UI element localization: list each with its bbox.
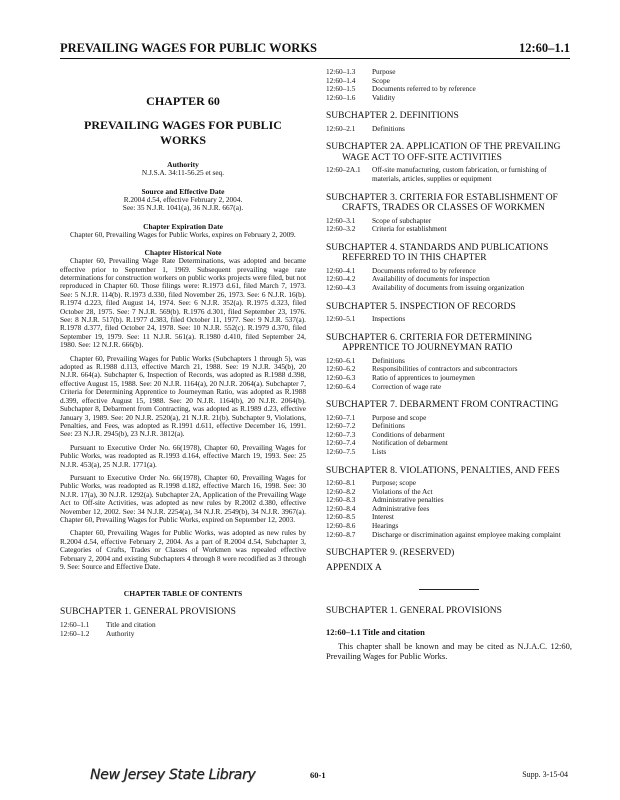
toc-item (326, 496, 572, 505)
authority-heading: Authority (167, 160, 199, 169)
toc-item-number: 12:60–8.7 (326, 529, 356, 539)
toc-item-title: Lists (372, 446, 387, 456)
toc-item-title: Correction of wage rate (372, 381, 442, 391)
history-paragraph: Pursuant to Executive Order No. 66(1978), Chapter 60, Prevailing Wages for Public Works, was readopted as R.1993 d.164, effective March 19, 1993. See: 25 N.J.R. 453(a), 25 N.J.R. 1771(a). (60, 442, 306, 469)
toc-item-title: Authority (106, 628, 135, 638)
subchapter-heading: SUBCHAPTER 1. GENERAL PROVISIONS (326, 606, 502, 617)
section-title: 12:60–1.1 Title and citation (326, 626, 425, 637)
authority-text: N.J.S.A. 34:11-56.25 et seq. (141, 168, 225, 177)
toc-item-number: 12:60–2.1 (326, 123, 356, 133)
toc-item-number: 12:60–3.1 (326, 215, 356, 225)
toc-item-title: Inspections (372, 314, 406, 324)
expiration-text: Chapter 60, Prevailing Wages for Public Works, expires on February 2, 2009. (70, 229, 296, 239)
toc-item-title: Definitions (372, 123, 405, 133)
toc-item-title: Criteria for establishment (372, 224, 447, 234)
toc-item-title: Hearings (372, 521, 399, 531)
library-stamp: New Jersey State Library (90, 767, 256, 783)
toc-item-title: Availability of documents for inspection (372, 274, 490, 284)
toc-item (326, 422, 572, 431)
toc-item-title: Interest (372, 512, 394, 522)
right-column (326, 68, 572, 661)
toc-item-number: 12:60–8.2 (326, 486, 356, 496)
appendix-entry: APPENDIX A (326, 562, 382, 573)
toc-item (60, 630, 306, 639)
toc-item (326, 488, 572, 497)
toc-item (326, 505, 572, 514)
toc-item (326, 431, 572, 440)
toc-item-title: Discharge or discrimination against employee making complaint (372, 529, 561, 539)
toc-item-title: Documents referred to by reference (372, 265, 476, 275)
toc-item-number: 12:60–2A.1 (326, 165, 361, 175)
supplement-date: Supp. 3-15-04 (522, 770, 568, 779)
toc-item-title: Purpose; scope (372, 478, 416, 488)
toc-item-number: 12:60–7.2 (326, 421, 356, 431)
toc-item-number: 12:60–1.1 (60, 619, 90, 629)
toc-item (60, 621, 306, 630)
toc-item-title: Scope (372, 75, 390, 85)
toc-item-number: 12:60–7.1 (326, 412, 356, 422)
toc-subchapter-heading: SUBCHAPTER 2A. APPLICATION OF THE PREVAILING WAGE ACT TO OFF-SITE ACTIVITIES (326, 142, 561, 163)
toc-item-number: 12:60–6.1 (326, 355, 356, 365)
toc-item (326, 166, 572, 183)
toc-item-number: 12:60–5.1 (326, 314, 356, 324)
toc-item-number: 12:60–8.1 (326, 478, 356, 488)
header-rule (60, 58, 570, 59)
page-footer (90, 767, 590, 792)
toc-item (326, 479, 572, 488)
toc-item-number: 12:60–8.6 (326, 521, 356, 531)
expiration-heading: Chapter Expiration Date (143, 221, 223, 231)
toc-item (326, 94, 572, 103)
toc-item (326, 68, 572, 77)
history-paragraph: Chapter 60, Prevailing Wages for Public Works (Subchapters 1 through 5), was adopted as R.1988 d.113, effective March 21, 1988. See: 19 N.J.R. 345(b), 20 N.J.R. 664(a). Subchapter 6, Inspection of Records, was adopted as R.1988 d.398, effective August 15, 1988. See: 20 N.J.R. 1164(a), 20 N.J.R. 2064(a). Subchapter 7, Criteria for Determining Apprentice to Journeyman Ratio, was adopted as R.1988 d.399, effective August 15, 1988. See: 20 N.J.R. 1164(b), 20 N.J.R. 2064(b). Subchapter 8, Debarment from Contracting, was adopted as R.1989 d.23, effective January 3, 1989. See: 20 N.J.R. 2520(a), 21 N.J.R. 21(b). Subchapter 9, Violations, Penalties, and Fees, was adopted as R.1991 d.611, effective December 16, 1991. See: 23 N.J.R. 2945(b), 23 N.J.R. 3812(a). (60, 353, 306, 439)
toc-item (326, 439, 572, 448)
toc-item (326, 448, 572, 457)
toc-subchapter-heading: SUBCHAPTER 5. INSPECTION OF RECORDS (326, 301, 516, 312)
history-paragraph: Chapter 60, Prevailing Wages for Public Works, was adopted as new rules by R.2004 d.54, effective February 2, 2004. As a part of R.2004 d.54, Subchapter 3, Categories of Crafts, Trades or Classes of Workmen was repealed effective February 2, 2004 and existing Subchapters 4 through 8 were recodified as 3 through 9. See: Source and Effective Date. (60, 528, 306, 571)
toc-item (326, 531, 572, 540)
toc-item-title: Definitions (372, 421, 405, 431)
source-line-2: See: 35 N.J.R. 1041(a), 36 N.J.R. 667(a). (122, 203, 244, 213)
toc-item-number: 12:60–1.4 (326, 75, 356, 85)
toc-item-title: Purpose (372, 67, 396, 76)
toc-item-title: Validity (372, 92, 396, 102)
toc-subchapter-heading: SUBCHAPTER 9. (RESERVED) (326, 548, 455, 559)
toc-item-number: 12:60–8.4 (326, 503, 356, 513)
toc-item (326, 374, 572, 383)
toc-item-number: 12:60–7.4 (326, 438, 356, 448)
source-line-1: R.2004 d.54, effective February 2, 2004. (123, 194, 243, 204)
toc-item (326, 513, 572, 522)
toc-item (326, 414, 572, 423)
toc-item-number: 12:60–6.4 (326, 381, 356, 391)
toc-item-number: 12:60–4.3 (326, 283, 356, 293)
toc-item-title: Definitions (372, 355, 405, 365)
toc-item-number: 12:60–6.3 (326, 372, 356, 382)
history-heading: Chapter Historical Note (144, 248, 222, 258)
toc-item-number: 12:60–7.3 (326, 429, 356, 439)
toc-item (326, 85, 572, 94)
toc-item-title: Notification of debarment (372, 438, 448, 448)
chapter-number: CHAPTER 60 (146, 94, 220, 108)
toc-item-number: 12:60–7.5 (326, 446, 356, 456)
toc-item-number: 12:60–8.3 (326, 495, 356, 505)
toc-item-number: 12:60–8.5 (326, 512, 356, 522)
toc-item-number: 12:60–1.3 (326, 67, 356, 76)
toc-item-number: 12:60–3.2 (326, 224, 356, 234)
toc-item (326, 217, 572, 226)
toc-item-number: 12:60–4.1 (326, 265, 356, 275)
toc-item-title: Documents referred to by reference (372, 84, 476, 94)
toc-subchapter-heading: SUBCHAPTER 2. DEFINITIONS (326, 111, 459, 122)
toc-item (326, 125, 572, 134)
toc-item (326, 284, 572, 293)
history-paragraph: Pursuant to Executive Order No. 66(1978), Chapter 60, Prevailing Wages for Public Works, was readopted as R.1998 d.182, effective March 16, 1998. See: 30 N.J.R. 17(a), 30 N.J.R. 1292(a). Subchapter 2A, Application of the Prevailing Wage Act to Off-site Activities, was adopted as new rules by R.2002 d.380, effective November 12, 2002. See: 34 N.J.R. 2254(a), 34 N.J.R. 2549(b), 34 N.J.R. 3967(a). Chapter 60, Prevailing Wages for Public Works, expired on September 12, 2003. (60, 472, 306, 524)
toc-item-title: Violations of the Act (372, 486, 433, 496)
toc-subchapters (326, 111, 572, 558)
source-heading: Source and Effective Date (141, 186, 225, 196)
toc-continued (326, 68, 572, 102)
toc-subchapter-heading: SUBCHAPTER 6. CRITERIA FOR DETERMINING APPRENTICE TO JOURNEYMAN RATIO (326, 332, 533, 354)
toc-subchapter-heading: SUBCHAPTER 4. STANDARDS AND PUBLICATIONS REFERRED TO IN THIS CHAPTER (326, 242, 549, 264)
header-section: 12:60–1.1 (518, 41, 570, 55)
toc-subchapter-heading: SUBCHAPTER 7. DEBARMENT FROM CONTRACTING (326, 400, 559, 411)
left-column (60, 68, 306, 638)
toc-item-number: 12:60–6.2 (326, 364, 356, 374)
toc-item-title: Responsibilities of contractors and subcontractors (372, 364, 518, 374)
toc-item-title: Availability of documents from issuing organization (372, 283, 525, 293)
toc-item-title: Scope of subchapter (372, 215, 432, 225)
toc-item-number: 12:60–1.6 (326, 92, 356, 102)
toc-subchapter-heading: SUBCHAPTER 1. GENERAL PROVISIONS (60, 607, 236, 618)
toc-item-title: Off-site manufacturing, custom fabrication, or furnishing of materials, articles, supplies or equipment (372, 165, 547, 184)
section-divider (419, 589, 479, 590)
toc-item (326, 315, 572, 324)
section-body: This chapter shall be known and may be cited as N.J.A.C. 12:60, Prevailing Wages for Public Works. (326, 640, 572, 661)
toc-item-number: 12:60–4.2 (326, 274, 356, 284)
toc-item (326, 225, 572, 234)
page-number: 60-1 (310, 770, 326, 780)
toc-item-number: 12:60–1.2 (60, 628, 90, 638)
toc-subchapter-heading: SUBCHAPTER 8. VIOLATIONS, PENALTIES, AND FEES (326, 465, 560, 476)
toc-item-title: Purpose and scope (372, 412, 427, 422)
history-paragraph: Chapter 60, Prevailing Wage Rate Determinations, was adopted and became effective prior to September 1, 1969. Subsequent prevailing wage rate determinations for construction workers on public works projects were filed, but not reproduced in Chapter 60. Those filings were: R.1973 d.61, filed March 7, 1973. See: 5 N.J.R. 114(b). R.1973 d.330, filed November 26, 1973. See: 6 N.J.R. 16(b). R.1974 d.223, filed August 14, 1974. See: 6 N.J.R. 352(a). R.1975 d.323, filed October 28, 1975. See: 7 N.J.R. 569(b). R.1976 d.301, filed September 23, 1976. See: 8 N.J.R. 517(b). R.1977 d.383, filed October 11, 1977. See: 9 N.J.R. 537(a). R.1978 d.377, filed October 24, 1978. See: 10 N.J.R. 552(c). R.1979 d.370, filed September 19, 1979. See: 11 N.J.R. 561(a). R.1980 d.410, filed September 24, 1980. See: 12 N.J.R. 666(b). (60, 256, 307, 350)
toc-subchapter-heading: SUBCHAPTER 3. CRITERIA FOR ESTABLISHMENT OF CRAFTS, TRADES OR CLASSES OF WORKMEN (326, 192, 558, 214)
toc-item-title: Conditions of debarment (372, 429, 445, 439)
toc-item-title: Title and citation (106, 619, 156, 629)
toc-item (326, 383, 572, 392)
toc-item-title: Administrative fees (372, 503, 430, 513)
running-header (60, 41, 570, 56)
chapter-title: PREVAILING WAGES FOR PUBLIC WORKS (84, 118, 282, 147)
header-title: PREVAILING WAGES FOR PUBLIC WORKS (60, 41, 318, 55)
toc-item-title: Administrative penalties (372, 495, 444, 505)
toc-heading: CHAPTER TABLE OF CONTENTS (123, 589, 243, 599)
toc-item-number: 12:60–1.5 (326, 84, 356, 94)
toc-item-title: Ratio of apprentices to journeymen (372, 372, 475, 382)
